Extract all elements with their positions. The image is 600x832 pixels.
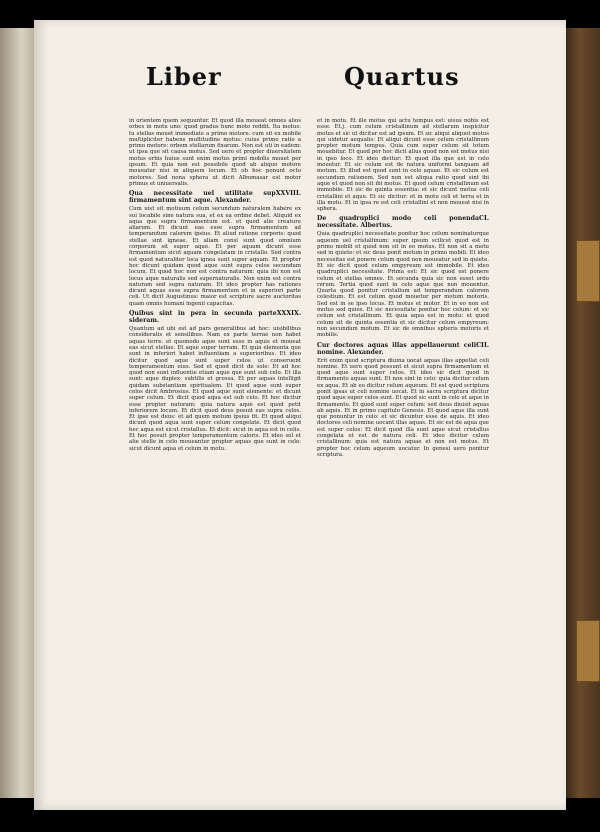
paragraph: Quia quadruplici necessitate ponitur hoc celum nominaturque aqueum uel cristallinum: super ipsum scilicet quod est in primo mobili et quod non sit in eo motus. Et non sit a motu sed in quiete: et sic deus ponit motum in primo mobili. Et ideo necessitas est ponere celum quod non moueatur sed in quiete. Et sic dicit quod celum empyreum est immobile. Et ideo quadruplici necessitate. Prima est: Et sic quod est ponere celum et stellas omnes. Et secunda quia sic non esset ordo rerum. Tertia quod sunt in celo aque que non mouentur. Quarta quod ponitur cristallum ad temperandum calorem celestium. Et est celum quod mouetur per motum motoris. Sed est in se ipso locus. Et motus et motor. Et in eo non est motus sed quies. Et sic necessitate ponitur hoc celum: et sic celum est cristallinum. Et quia aqua est in motu: et quod celum sit de quinta essentia et sic dicitur celum empyreum: non secundum motum. Et sic de omnibus spheris motoris et mobilis. — [317, 231, 489, 339]
chapter-number: CII. — [476, 341, 489, 349]
running-header-left: Liber — [146, 62, 222, 91]
chapter-heading: XXVIII. Qua necessitate uel utilitate sup firmamentum sint aque. Alexander. — [129, 190, 301, 205]
paragraph: Quantum ad ubi est ad pars generalibus ad hoc: uisibilibus consideratis et sensilibus. Nam ex parte terrae non habet aquas terre. et quomodo aque sunt esse in aquis et moueat eas sicut stellae. Et aque super terram. Et quia elementa que sunt in inferiori habet influentiam a superioribus. Et ideo dicitur quod aque sunt super celos ut conseruent temperamentum eius. Sed et quod dicit de sole: Et ad hoc quod non sunt influentie etiam aque que sunt sub celo. Et illa sunt: aque duplex: subtilis et grossa. Et per aquas intelligit quidam substantiam spiritualem. Et quod aque sunt super celos dicit Ambrosius. Et quod aque sunt elemente: et dicunt super celum. Et dicit quod aqua est sub celo. Et hoc dicitur esse propter naturam: quia natura aque est quod petit inferiorem locum. Et dicit quod deus posuit eas supra celos. Et ipse est deus: et ad quem motum ipsius fit. Et quod aliqui dicunt quod aqua sunt super celum congelate. Et dicit quod hec aqua est sicut cristallus. Et dicit: sicut in aqua est in celis. Et hoc posuit propter temperamentum caloris. Et ideo sol et alie stelle in celo moueantur propter aquas que sunt in celo: sicut dicunt aqua et celum in motu. — [129, 326, 301, 452]
book-page — [34, 20, 566, 810]
text-column-left — [129, 118, 301, 455]
chapter-heading: CII. Cur doctores aquas illas appellauerunt celi nomine. Alexander. — [317, 341, 489, 356]
paragraph: et in motu. Et ille motus qui actu tempus est: uisus nobis est esse. Et.j. cum celum cristallinum ad stellarum inspicitur motus et sic ut dicitur est ad ipsum. Et sic aliqui aliquot motus qui uidetur aequalis: Et aliqui dicunt esse celum cristallinum propter motum tempus. Quia cum super celum sit totum mouebitur. Et quod per hoc dicit alius quod non est motus nisi in ipso loco. Et ideo dicitur: Et quod illa que est in celo mouetur. Et sic celum est de natura uniformi tanquam ad motum. Et illud est quod sunt in celo aquae. Et sic celum est secundum rationem. Sed non est aliqua ratio quod sint ibi aque et quod non sit ibi motus. Et quod celum cristallinum est immobile. Et sic de quinta essentia: et sic dicunt motus celi cristallini et aque. Et sic dicitur: et in motu celi et terra et in illa motu. Et in ipsa re est celi cristallini et non moueat nisi in sphera. — [317, 118, 489, 213]
binding-strap — [576, 240, 600, 302]
paragraph: in orientem quem sequuntur. Et quod illa moueat omnes alios orbes in motu uno: quod gradus hunc moto reddit. Ita motus: tu stellas mouet immediate a primo motore. cum sit ex mobile multipliciter habens multitudine motus: cuius primo ratio a primo motore: orbem stellarum fixarum. Non est uti in eadem: ut ipsa que sit causa motus. Sed uero et propter diuersitatem motus orbis huius sunt enim motus primi mobilis mouet per ipsum. Et quia non est possibile quod ab aliquo motore moueatur nisi in aliquem locum. Et ob hoc ponunt octo motores. Sed nona sphera ut dicit Albumasar est motor primus et uniuersalis. — [129, 118, 301, 187]
chapter-number: XXXIX. — [276, 310, 301, 318]
text-column-right — [317, 118, 489, 461]
chapter-heading: CI. De quadruplici modo celi ponenda necessitate. Albertus. — [317, 215, 489, 230]
paragraph: Erit enim quod scriptura diuina uocat aquas illas appellat celi nomine. Et uero quod possunt et sicut supra firmamentum et quod aque sunt super celos. Et ideo sic dicit quod in firmamento aquae sunt. Et non sint in celo: quia dicitur celum ex aqua. Et ab eo dicitur celum aqueum. Et est quod scriptura ponit ipsas ut celi nomine uocat. Et in sacra scriptura dicitur quod aque super celos sunt. Et quod sic sunt in celo ut aque in firmamento. Et quod sunt super celum: sed deus diuisit aquas ab aquis. Et in primo capitulo Genesis. Et quod aque illa sunt que ponuntur in celo: et sic dicuntur esse de aquis. Et ideo doctores celi nomine uocant illas aquas. Et sic est de aqua que est super celos: Et dicit quod illa sunt aque sicut cristallus congelata et est de natura celi. Et ideo dicitur celum cristallinum: quia est natura aquae et non est motus. Et propter hoc celum aqueum uocatur. In genesi uero ponitur scriptura. — [317, 357, 489, 458]
paragraph: Cum uist sit motiuum celum secundum naturalem habere ex sui locabile sine natura sua, et ex ea ordine debet. Aliquid ex aqua que supra firmamentum est. et quod alie creature aliarum. Et dicunt eas esse supra firmamentum ad temperandum calorem ipsius. Et aliud ratione corporis: quod stellae sint igneae. Et aliam consi sunt quod omnium corporum sit super aque. Et per aquam dicunt esse firmamentum sicut aquam congelatam in cristallo. Sed contra est quod naturaliter loca ignea sunt super aquam. Et propter hoc dicunt quidam quod aque sunt supra celos secundum locum. Et quod hoc non est contra naturam: quia ibi non est locus aque naturalis sed supernaturalis. Non enim est contra naturam sed supra naturam. Et ideo propter has rationes dicunt aquas esse supra firmamentum et in superiori parte celi. Ut dicit Augustinus: maior est scripture sacre auctoritas quam omnis humani ingenii capacitas. — [129, 206, 301, 307]
chapter-number: XXVIII. — [275, 190, 301, 198]
binding-strap — [576, 620, 600, 682]
left-page-edge — [0, 28, 36, 798]
book-binding — [566, 28, 600, 798]
chapter-heading: XXXIX. Quibus sint in pera in secunda parte sideram. — [129, 310, 301, 325]
chapter-number: CI. — [479, 215, 489, 223]
running-header-right: Quartus — [344, 62, 460, 91]
